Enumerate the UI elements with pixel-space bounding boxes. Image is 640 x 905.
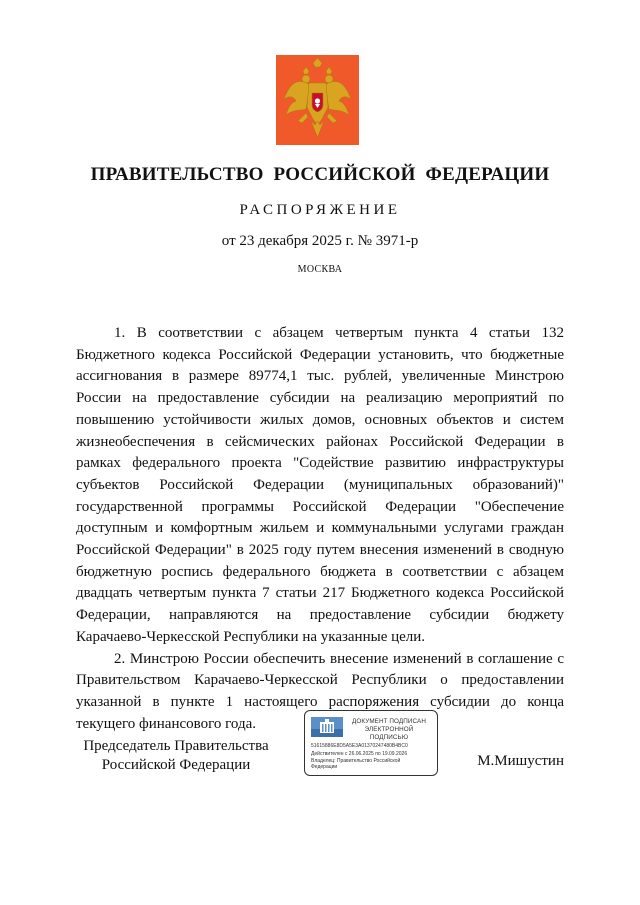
signer-position-line-1: Председатель Правительства (83, 738, 269, 754)
stamp-heading-line-2: ЭЛЕКТРОННОЙ ПОДПИСЬЮ (364, 726, 414, 741)
document-date-number: от 23 декабря 2025 г. № 3971-р (221, 233, 419, 249)
document-body (76, 323, 564, 735)
signer-position (76, 737, 276, 775)
double-headed-eagle-icon (276, 55, 359, 145)
document-type: РАСПОРЯЖЕНИЕ (239, 202, 401, 218)
document-city: МОСКВА (297, 264, 343, 275)
government-building-icon (311, 717, 343, 737)
paragraph-1: 1. В соответствии с абзацем четвертым пункта 4 статьи 132 Бюджетного кодекса Российской Федерации установить, что бюджетные ассигнования в размере 89774,1 тыс. рублей, увеличенные Минстрою России на предоставление субсидии на реализацию мероприятий по повышению устойчивости жилых домов, основных объектов и систем жизнеобеспечения в сейсмических районах Российской Федерации в рамках федерального проекта "Содействие развитию инфраструктуры субъектов Российской Федерации (муниципальных образований)" государственной программы Российской Федерации "Обеспечение доступным и комфортным жильем и коммунальными услугами граждан Российской Федерации" в 2025 году путем внесения изменений в сводную бюджетную роспись федерального бюджета в соответствии с абзацем двадцать четвертым пункта 7 статьи 217 Бюджетного кодекса Российской Федерации, направляются на предоставление субсидии бюджету Карачаево-Черкесской Республики на указанные цели. (76, 325, 564, 645)
stamp-validity: Действителен с 26.06.2025 по 19.09.2026 (311, 751, 408, 757)
stamp-heading (345, 718, 433, 742)
government-title: ПРАВИТЕЛЬСТВО РОССИЙСКОЙ ФЕДЕРАЦИИ (90, 164, 550, 185)
stamp-heading-line-1: ДОКУМЕНТ ПОДПИСАН (352, 718, 426, 725)
signer-position-line-2: Российской Федерации (101, 757, 251, 773)
coat-of-arms-emblem (276, 55, 359, 145)
electronic-signature-stamp (304, 710, 438, 776)
paragraph-2: 2. Минстрою России обеспечить внесение изменений в соглашение с Правительством Карачаево-Черкесской Республики о предоставлении указанной в пункте 1 настоящего распоряжения субсидии до конца текущего финансового года. (76, 650, 564, 732)
stamp-owner-line-1: Владелец: Правительство Российской (311, 758, 401, 764)
signer-name: М.Мишустин (477, 753, 564, 769)
stamp-owner-line-2: Федерации (311, 764, 338, 770)
stamp-certificate: 51615886E8D5A5E3A01370247480B4BC0 (311, 743, 408, 749)
